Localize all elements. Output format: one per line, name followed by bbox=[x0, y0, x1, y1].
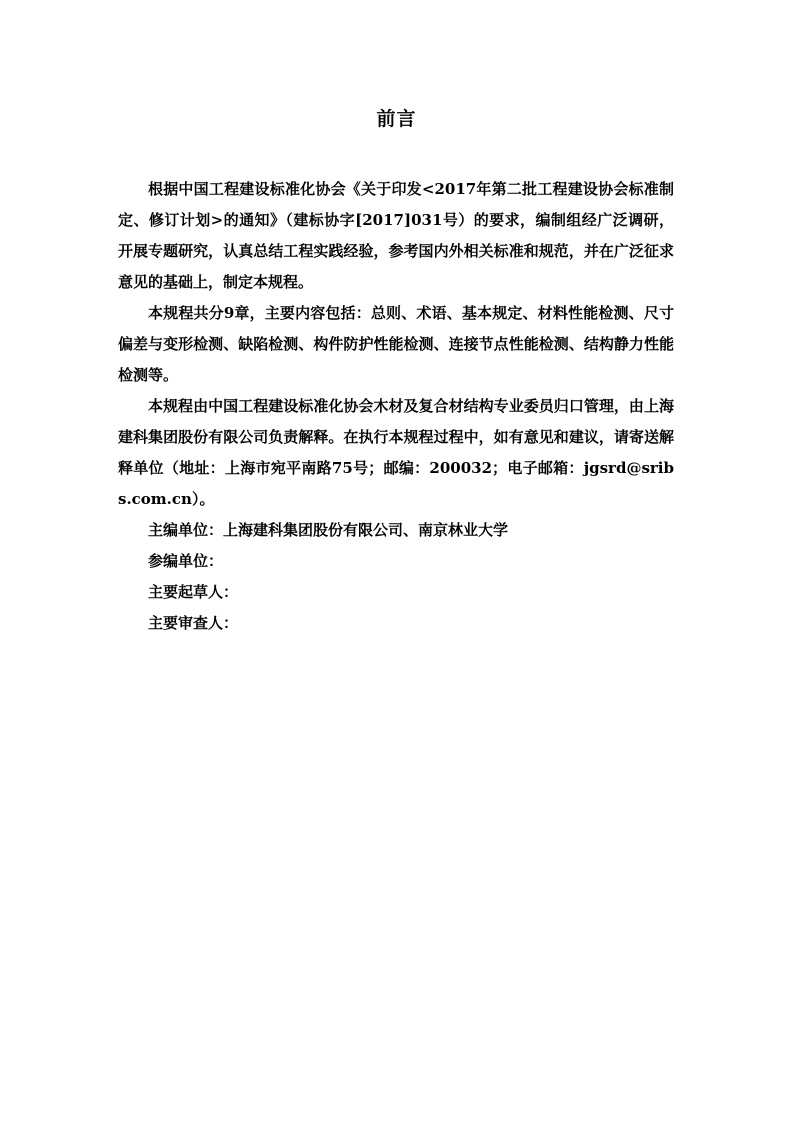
paragraph-basis: 根据中国工程建设标准化协会《关于印发<2017年第二批工程建设协会标准制定、修订计划>的通知》（建标协字[2017]031号）的要求，编制组经广泛调研，开展专题研究，认真总结工程实践经验，参考国内外相关标准和规范，并在广泛征求意见的基础上，制定本规程。 bbox=[118, 180, 674, 291]
paragraph-contents: 本规程共分9章，主要内容包括：总则、术语、基本规定、材料性能检测、尺寸偏差与变形检测、缺陷检测、构件防护性能检测、连接节点性能检测、结构静力性能检测等。 bbox=[118, 304, 674, 384]
document-body bbox=[118, 174, 674, 639]
page-title: 前言 bbox=[376, 108, 417, 130]
chief-editor-units: 主编单位：上海建科集团股份有限公司、南京林业大学 bbox=[148, 521, 509, 539]
main-drafters: 主要起草人： bbox=[148, 583, 239, 601]
participating-units: 参编单位： bbox=[148, 552, 224, 570]
main-reviewers: 主要审查人： bbox=[148, 614, 239, 632]
paragraph-management: 本规程由中国工程建设标准化协会木材及复合材结构专业委员归口管理，由上海建科集团股份有限公司负责解释。在执行本规程过程中，如有意见和建议，请寄送解释单位（地址：上海市宛平南路75号；邮编：200032；电子邮箱：jgsrd@sribs.com.cn）。 bbox=[118, 397, 674, 508]
